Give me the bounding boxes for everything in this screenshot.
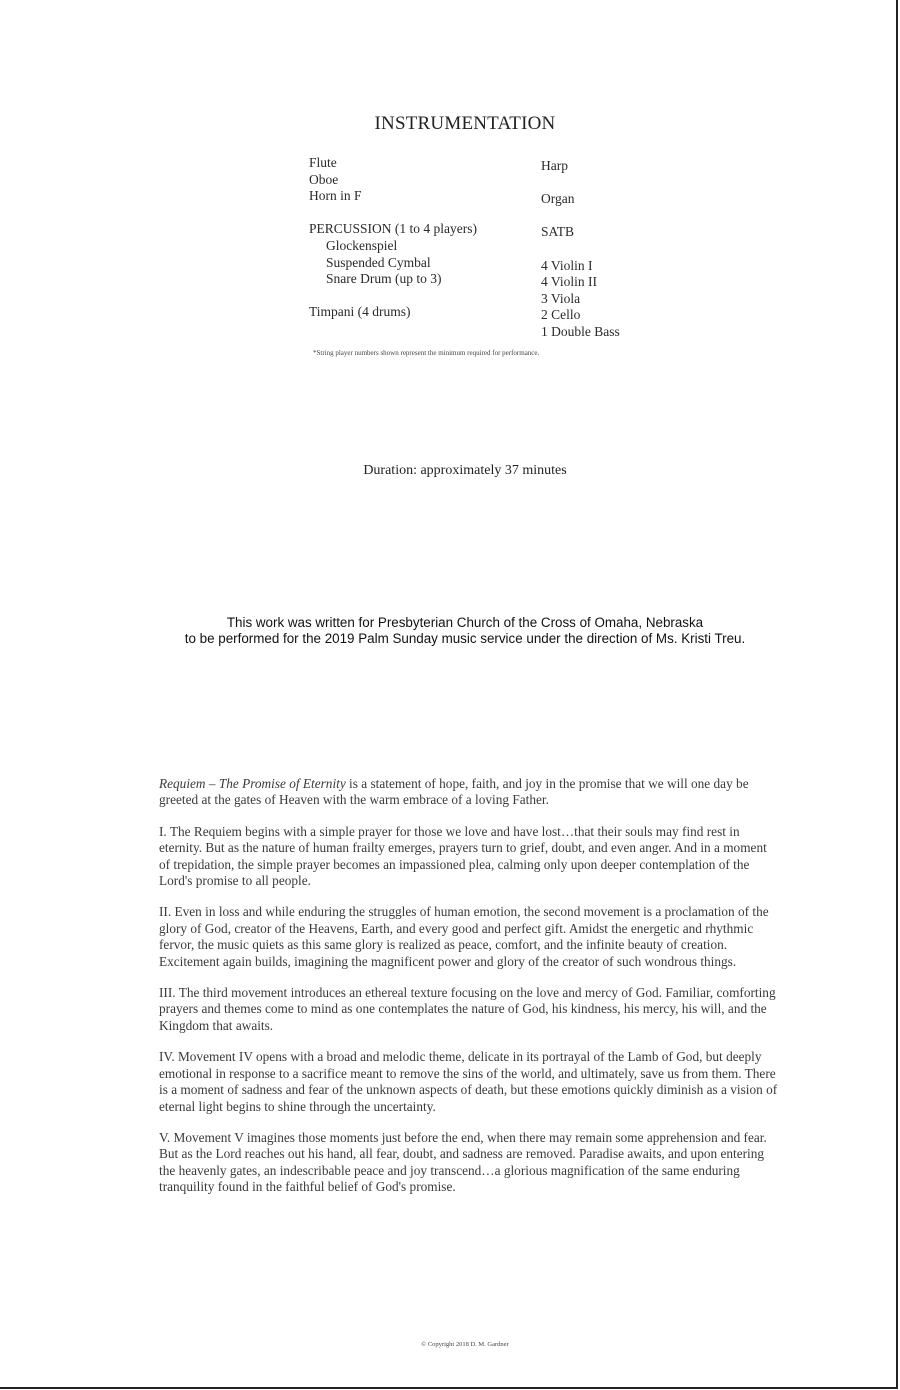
instrument-list-right	[541, 158, 620, 341]
instrument-timpani: Timpani (4 drums)	[309, 304, 411, 320]
string-numbers-note: *String player numbers shown represent the minimum required for performance.	[313, 349, 540, 357]
instrument-snare-drum: Snare Drum (up to 3)	[326, 271, 442, 287]
strings-viola: 3 Viola	[541, 290, 581, 306]
movement-3-note: III. The third movement introduces an ethereal texture focusing on the love and mercy of God. Familiar, comforting prayers and themes come to mind as one contemplates the nature of God, his kindness, his mercy, his will, and the Kingdom that awaits.	[159, 985, 776, 1033]
program-notes	[159, 776, 779, 1211]
duration: Duration: approximately 37 minutes	[363, 463, 567, 478]
instrument-harp: Harp	[541, 158, 568, 173]
instrument-organ: Organ	[541, 191, 575, 207]
instrument-flute: Flute	[309, 155, 337, 170]
percussion-header: PERCUSSION (1 to 4 players)	[309, 221, 477, 237]
dedication	[0, 615, 900, 647]
instrument-oboe: Oboe	[309, 171, 339, 187]
instrument-suspended-cymbal: Suspended Cymbal	[326, 254, 431, 270]
intro-text: is a statement of hope, faith, and joy in the promise that we will one day be greeted at the gates of Heaven with the warm embrace of a loving Father.	[159, 776, 749, 808]
strings-violin-1: 4 Violin I	[541, 257, 593, 273]
work-title: Requiem – The Promise of Eternity	[159, 776, 346, 791]
strings-violin-2: 4 Violin II	[541, 274, 597, 290]
movement-4-note: IV. Movement IV opens with a broad and melodic theme, delicate in its portrayal of the Lamb of God, but deeply emotional in response to a sacrifice meant to remove the sins of the world, and ultimately, save us from them. There is a moment of sadness and fear of the unknown aspects of death, but these emotions quickly diminish as a vision of eternal light begins to shine through the uncertainty.	[159, 1049, 778, 1114]
program-notes-intro	[159, 776, 779, 809]
instrument-horn: Horn in F	[309, 188, 362, 204]
copyright: © Copyright 2018 D. M. Gardner	[421, 1341, 509, 1348]
movement-1-note: I. The Requiem begins with a simple prayer for those we love and have lost…that their souls may find rest in eternity. But as the nature of human frailty emerges, prayers turn to grief, doubt, and even anger. And in a moment of trepidation, the simple prayer becomes an impassioned plea, calming only upon deeper contemplation of the Lord's promise to all people.	[159, 823, 767, 889]
movement-2-note: II. Even in loss and while enduring the struggles of human emotion, the second movement is a proclamation of the glory of God, creator of the Heavens, Earth, and every good and perfect gift. Amidst the energetic and rhythmic fervor, the music quiets as this same glory is realized as peace, comfort, and the infinite beauty of creation. Excitement again builds, imagining the magnificent power and glory of the creator of such wondrous things.	[159, 904, 769, 969]
dedication-line-1: This work was written for Presbyterian Church of the Cross of Omaha, Nebraska	[226, 615, 704, 630]
choir-satb: SATB	[541, 224, 575, 240]
instrument-list-left	[309, 155, 477, 321]
strings-double-bass: 1 Double Bass	[541, 323, 620, 339]
page-title: INSTRUMENTATION	[374, 113, 556, 134]
dedication-line-2: to be performed for the 2019 Palm Sunday music service under the direction of Ms. Kristi Treu.	[184, 631, 746, 646]
strings-cello: 2 Cello	[541, 307, 581, 323]
instrument-glockenspiel: Glockenspiel	[326, 237, 398, 253]
movement-5-note: V. Movement V imagines those moments just before the end, when there may remain some apprehension and fear. But as the Lord reaches out his hand, all fear, doubt, and sadness are removed. Paradise awaits, and upon entering the heavenly gates, an indescribable peace and joy transcend…a glorious magnification of the same enduring tranquility found in the faithful belief of God's promise.	[159, 1129, 767, 1195]
